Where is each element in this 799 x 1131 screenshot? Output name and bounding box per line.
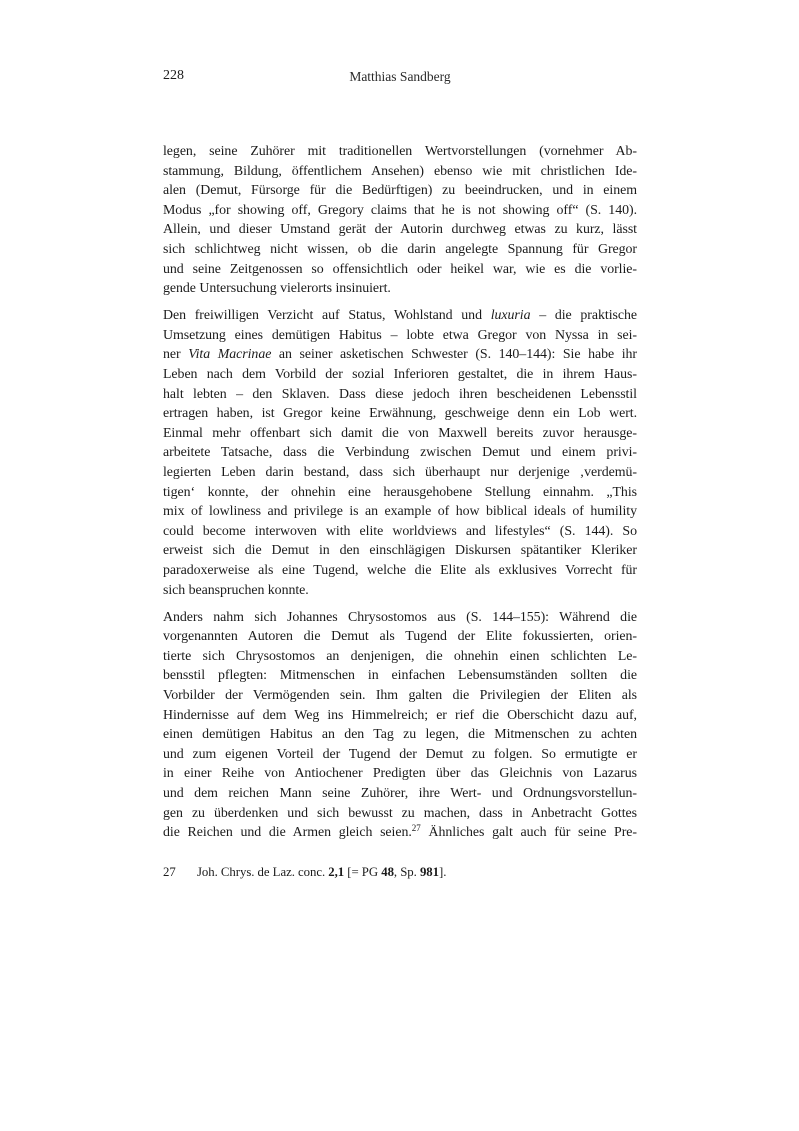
text-segment: ner [163, 347, 189, 363]
text-line [163, 385, 637, 405]
text-segment: legen, seine Zuhörer mit traditionellen Wertvorstellungen (vornehmer Ab- [163, 144, 637, 159]
text-line [163, 823, 637, 843]
text-segment: Umsetzung eines demütigen Habitus – lobte etwa Gregor von Nyssa in sei- [163, 327, 637, 343]
text-segment: stammung, Bildung, öffentlichem Ansehen) ebenso wie mit christlichen Ide- [163, 163, 637, 179]
text-line [163, 784, 637, 804]
text-line [163, 463, 637, 483]
text-line [163, 706, 637, 726]
text-segment: tierte sich Chrysostomos an denjenigen, die ohnehin einen schlichten Le- [163, 648, 637, 664]
text-line [163, 608, 637, 628]
text-segment: , Sp. [393, 865, 420, 879]
text-segment: Allein, und dieser Umstand gerät der Autorin durchweg etwas zu kurz, lässt [163, 222, 637, 238]
text-line [163, 326, 637, 346]
text-line [163, 541, 637, 561]
footnote-reference: 27 [411, 823, 421, 834]
text-line [163, 666, 637, 686]
text-line [163, 306, 637, 326]
text-line [163, 260, 637, 280]
text-line [163, 725, 637, 745]
text-segment: luxuria [490, 308, 531, 324]
text-segment: paradoxerweise als eine Tugend, welche die Elite als exklusives Vorrecht für [163, 562, 637, 578]
text-segment: could become interwoven with elite worldviews and lifestyles“ (S. 144). So [163, 523, 637, 539]
text-segment: und dem reichen Mann seine Zuhörer, ihre Wert- und Ordnungsvorstellun- [163, 786, 637, 801]
text-segment: sich schlichtweg nicht wissen, ob die darin angelegte Spannung für Gregor [163, 241, 637, 257]
footnote-text [197, 864, 637, 881]
text-segment: Einmal mehr offenbart sich damit die von Maxwell bereits zuvor herausge- [163, 425, 637, 441]
text-segment: 2,1 [328, 865, 345, 879]
text-line [163, 686, 637, 706]
text-segment: ertragen haben, ist Gregor keine Erwähnung, geschweige denn ein Lob wert. [163, 406, 637, 422]
text-line [163, 220, 637, 240]
text-segment: erweist sich die Demut in den einschlägigen Diskursen spätantiker Kleriker [163, 543, 637, 559]
text-segment: in einer Reihe von Antiochener Predigten über das Gleichnis von Lazarus [163, 766, 637, 782]
text-segment: mix of lowliness and privilege is an example of how biblical ideals of humility [163, 504, 637, 520]
text-segment: arbeitete Tatsache, dass die Verbindung zwischen Demut und einem privi- [163, 445, 637, 461]
body-text [163, 142, 637, 850]
text-line [163, 240, 637, 260]
text-segment: Hindernisse auf dem Weg ins Himmelreich; er rief die Oberschicht dazu auf, [163, 707, 637, 723]
text-segment: die Reichen und die Armen gleich seien. [163, 825, 412, 841]
text-segment: 981 [419, 865, 439, 879]
text-segment: tigen‘ konnte, der ohnehin eine herausgehobene Stellung einnahm. „This [163, 484, 637, 500]
text-line [163, 365, 637, 385]
text-line [163, 345, 637, 365]
text-line [163, 561, 637, 581]
text-line [163, 804, 637, 824]
text-line [163, 443, 637, 463]
text-line [163, 483, 637, 503]
text-line [163, 142, 637, 162]
text-line [163, 764, 637, 784]
text-line [163, 424, 637, 444]
text-segment: [= PG [344, 865, 382, 879]
text-segment: Vita Macrinae [188, 347, 272, 363]
text-segment: legierten Leben darin bestand, dass sich überhaupt nur derjenige ‚verdemü- [163, 465, 637, 480]
text-line [163, 162, 637, 182]
footnote [163, 864, 637, 881]
text-line [163, 181, 637, 201]
text-segment: Anders nahm sich Johannes Chrysostomos aus (S. 144–155): Während die [163, 609, 637, 625]
text-line [163, 201, 637, 221]
text-segment: an seiner asketischen Schwester (S. 140–144): Sie habe ihr [271, 347, 637, 363]
text-segment: bensstil pflegten: Mitmenschen in einfachen Lebensumständen sollten die [163, 668, 637, 684]
text-segment: halt lebten – den Sklaven. Dass diese jedoch ihren bescheidenen Lebensstil [163, 386, 637, 402]
paragraph-2 [163, 306, 637, 600]
page-number: 228 [163, 68, 184, 83]
page-header [163, 68, 637, 86]
text-line [163, 647, 637, 667]
text-segment: 48 [381, 865, 394, 879]
text-segment: Leben nach dem Vorbild der sozial Inferioren gestaltet, die in ihrem Haus- [163, 367, 637, 383]
text-segment: alen (Demut, Fürsorge für die Bedürftigen) zu beeindrucken, und in einem [163, 183, 637, 199]
text-line [163, 581, 637, 601]
text-segment: Ähnliches galt auch für seine Pre- [420, 825, 637, 841]
running-head: Matthias Sandberg [349, 68, 451, 84]
text-segment: gen zu überdenken und sich bewusst zu machen, dass in Anbetracht Gottes [163, 805, 637, 821]
text-segment: vorgenannten Autoren die Demut als Tugend der Elite fokussierten, orien- [163, 629, 637, 645]
paragraph-1 [163, 142, 637, 299]
text-line [163, 279, 637, 299]
text-segment: einen demütigen Habitus an den Tag zu legen, die Mitmenschen zu achten [163, 727, 637, 743]
footnote-section [163, 864, 637, 881]
text-line [197, 864, 637, 881]
text-segment: und seine Zeitgenossen so offensichtlich oder heikel war, wie es die vorlie- [163, 261, 637, 277]
text-line [163, 404, 637, 424]
text-line [163, 502, 637, 522]
text-line [163, 745, 637, 765]
paragraph-3 [163, 608, 637, 843]
text-segment: und zum eigenen Vorteil der Tugend der Demut zu folgen. So ermutigte er [163, 746, 637, 762]
text-segment: ]. [438, 865, 447, 879]
text-segment: Modus „for showing off, Gregory claims that he is not showing off“ (S. 140). [163, 202, 637, 218]
text-line [163, 627, 637, 647]
text-segment: gende Untersuchung vielerorts insinuiert. [163, 281, 391, 297]
text-line [163, 522, 637, 542]
text-segment: Vorbilder der Vermögenden sein. Ihm galten die Privilegien der Eliten als [163, 688, 637, 704]
text-segment: sich beanspruchen konnte. [163, 582, 309, 598]
text-segment: Den freiwilligen Verzicht auf Status, Wohlstand und [163, 308, 491, 324]
footnote-number: 27 [163, 865, 176, 879]
text-segment: – die praktische [530, 308, 637, 324]
text-segment: Joh. Chrys. de Laz. conc. [197, 865, 329, 879]
